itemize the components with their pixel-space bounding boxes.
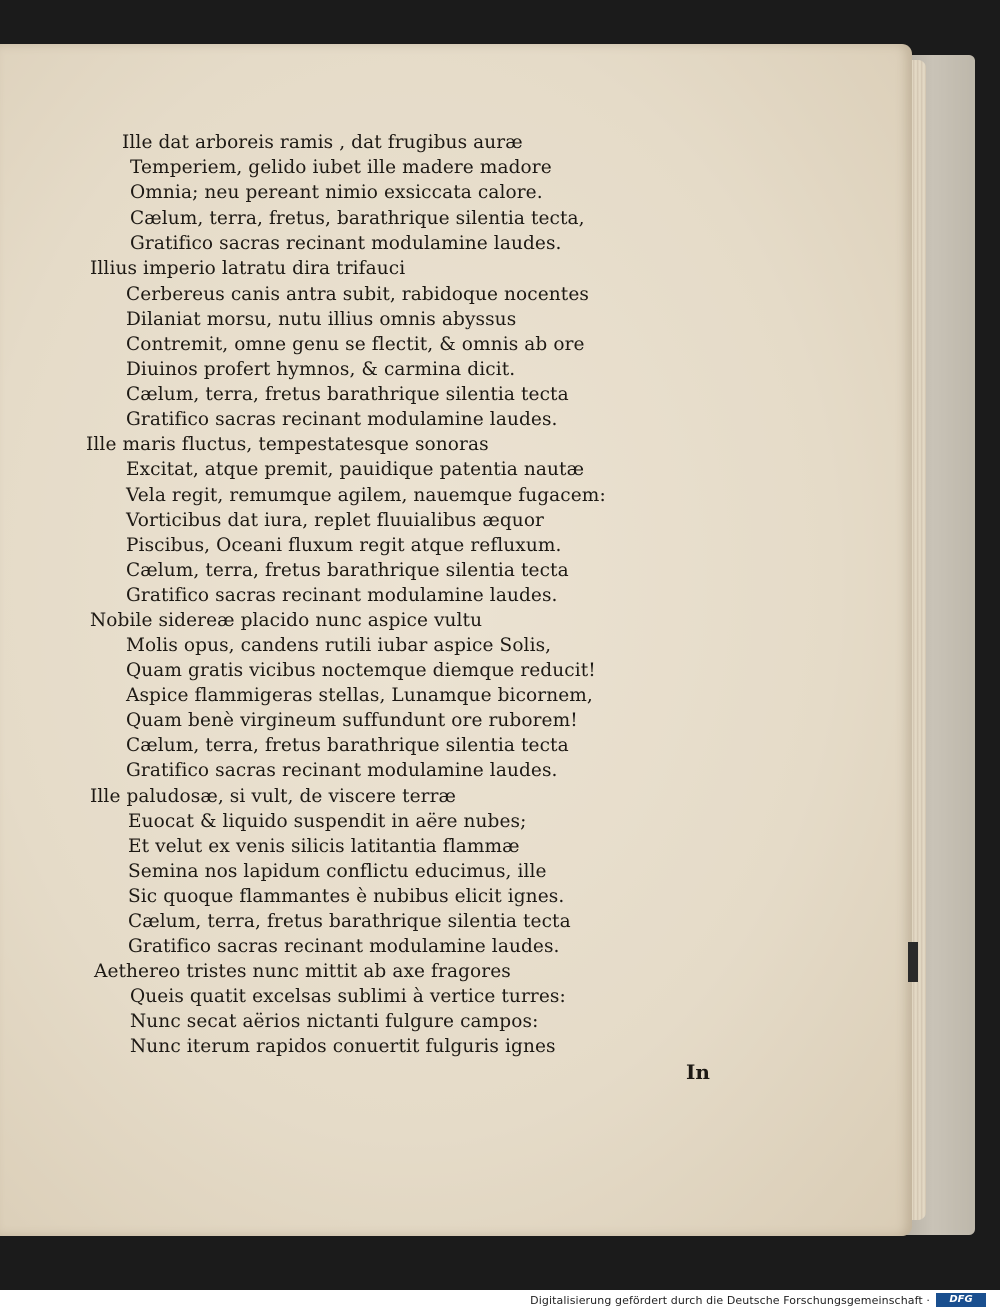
poem-line: Queis quatit excelsas sublimi à vertice turres: (130, 986, 566, 1007)
poem-line: Cerbereus canis antra subit, rabidoque nocentes (126, 284, 589, 305)
poem-line: Aethereo tristes nunc mittit ab axe fragores (94, 961, 511, 982)
poem-line: Euocat & liquido suspendit in aëre nubes; (128, 811, 527, 832)
poem-line: Ille paludosæ, si vult, de viscere terræ (90, 786, 457, 807)
poem-line: Gratifico sacras recinant modulamine laudes. (128, 936, 560, 957)
poem-line: Omnia; neu pereant nimio exsiccata calore. (130, 182, 543, 203)
poem-line: Excitat, atque premit, pauidique patentia nautæ (126, 459, 585, 480)
poem-line: Et velut ex venis silicis latitantia flammæ (128, 836, 520, 857)
poem-line: Cælum, terra, fretus barathrique silentia tecta (128, 911, 571, 932)
poem-line: Cælum, terra, fretus barathrique silentia tecta (126, 735, 569, 756)
poem-line: Gratifico sacras recinant modulamine laudes. (126, 409, 558, 430)
poem-line: Diuinos profert hymnos, & carmina dicit. (126, 359, 516, 380)
poem-line: Cælum, terra, fretus barathrique silentia tecta (126, 560, 569, 581)
dfg-logo: DFG (936, 1293, 986, 1307)
poem-line: Vorticibus dat iura, replet fluuialibus æquor (126, 510, 545, 531)
poem-line: Cælum, terra, fretus barathrique silentia tecta (126, 384, 569, 405)
poem-line: Quam gratis vicibus noctemque diemque reducit! (126, 660, 596, 681)
poem-line: Temperiem, gelido iubet ille madere madore (130, 157, 552, 178)
poem-line: Ille dat arboreis ramis , dat frugibus auræ (122, 132, 523, 153)
poem-line: Dilaniat morsu, nutu illius omnis abyssus (126, 309, 517, 330)
poem-line: Cælum, terra, fretus, barathrique silentia tecta, (130, 208, 585, 229)
poem-line: Ille maris fluctus, tempestatesque sonoras (86, 434, 489, 455)
poem-line: Sic quoque flammantes è nubibus elicit ignes. (128, 886, 565, 907)
poem-line: Quam benè virgineum suffundunt ore ruborem! (126, 710, 578, 731)
poem-line: Gratifico sacras recinant modulamine laudes. (126, 760, 558, 781)
poem-line: Aspice flammigeras stellas, Lunamque bicornem, (126, 685, 593, 706)
poem-line: Contremit, omne genu se flectit, & omnis ab ore (126, 334, 585, 355)
bookmark-tab (908, 942, 918, 982)
poem-line: Gratifico sacras recinant modulamine laudes. (130, 233, 562, 254)
poem-line: Gratifico sacras recinant modulamine laudes. (126, 585, 558, 606)
poem-line: Molis opus, candens rutili iubar aspice Solis, (126, 635, 552, 656)
poem-line: Illius imperio latratu dira trifauci (90, 258, 406, 279)
poem-line: Nunc iterum rapidos conuertit fulguris ignes (130, 1036, 556, 1057)
poem-line: Nunc secat aërios nictanti fulgure campos: (130, 1011, 539, 1032)
catchword: In (686, 1060, 710, 1084)
poem-line: Semina nos lapidum conflictu educimus, ille (128, 861, 547, 882)
poem-line: Piscibus, Oceani fluxum regit atque refluxum. (126, 535, 562, 556)
digitization-credit: Digitalisierung gefördert durch die Deutsche Forschungsgemeinschaft · (530, 1294, 930, 1307)
poem-line: Nobile sidereæ placido nunc aspice vultu (90, 610, 483, 631)
poem-line: Vela regit, remumque agilem, nauemque fugacem: (126, 485, 606, 506)
